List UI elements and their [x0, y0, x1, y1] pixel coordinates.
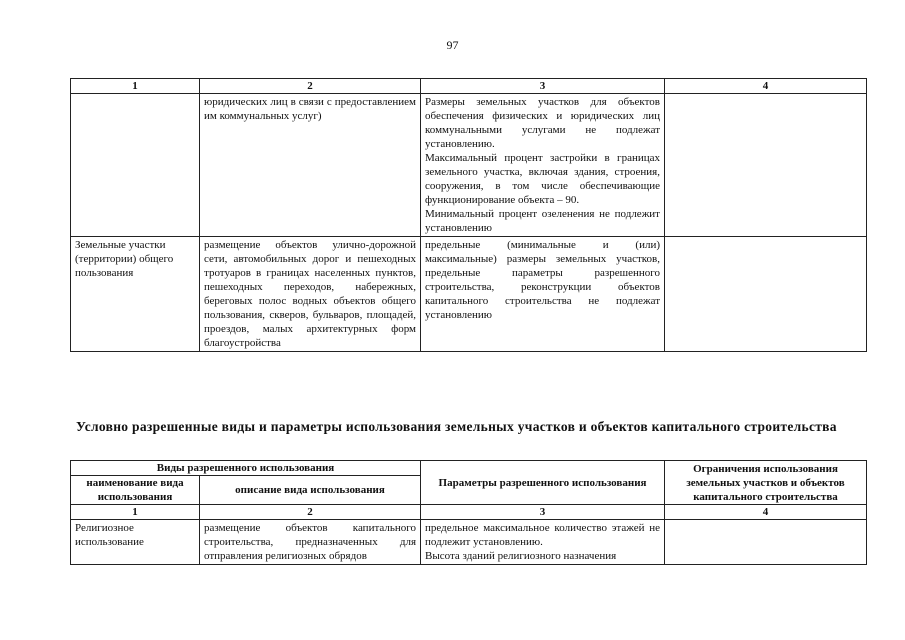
table-row — [71, 237, 867, 352]
restrictions-cell — [665, 520, 867, 565]
header-description: описание вида использования — [200, 476, 421, 505]
header-restrictions: Ограничения использования земельных участков и объектов капитального строительства — [665, 461, 867, 505]
restrictions-cell — [665, 237, 867, 352]
params-paragraph: Минимальный процент озеленения не подлежит установлению — [425, 208, 660, 234]
use-description-cell: размещение объектов капитального строительства, предназначенных для отправления религиозных обрядов — [200, 520, 421, 565]
col-number-1: 1 — [71, 79, 200, 94]
params-paragraph: предельные (минимальные и (или) максимальные) размеры земельных участков, предельные параметры разрешенного строительства, реконструкции объектов капитального строительства не подлежат установлению — [425, 239, 660, 321]
col-number-2: 2 — [200, 505, 421, 520]
col-number-4: 4 — [665, 79, 867, 94]
col-number-2: 2 — [200, 79, 421, 94]
zoning-table-continued — [70, 78, 867, 352]
params-paragraph: Максимальный процент застройки в границах земельного участка, включая здания, строения, сооружения, в том числе обеспечивающие функционирование объекта – 90. — [425, 152, 660, 206]
restrictions-cell — [665, 94, 867, 237]
col-number-3: 3 — [421, 79, 665, 94]
params-paragraph: Размеры земельных участков для объектов обеспечения физических и юридических лиц коммунальными услугами не подлежат установлению. — [425, 96, 660, 150]
column-number-row — [71, 79, 867, 94]
table-row — [71, 94, 867, 237]
params-paragraph: Высота зданий религиозного назначения — [425, 550, 617, 562]
header-row — [71, 461, 867, 476]
column-number-row — [71, 505, 867, 520]
use-name-cell — [71, 94, 200, 237]
header-params: Параметры разрешенного использования — [421, 461, 665, 505]
header-name: наименование вида использования — [71, 476, 200, 505]
col-number-4: 4 — [665, 505, 867, 520]
section-heading: Условно разрешенные виды и параметры использования земельных участков и объектов капитального строительства — [76, 419, 837, 434]
table-row — [71, 520, 867, 565]
use-name-cell: Религиозное использование — [71, 520, 200, 565]
page-number: 97 — [446, 38, 459, 52]
params-cell — [421, 520, 665, 565]
params-cell — [421, 237, 665, 352]
use-description-cell: юридических лиц в связи с предоставлением им коммунальных услуг) — [200, 94, 421, 237]
conditional-use-table — [70, 460, 867, 565]
use-name-cell: Земельные участки (территории) общего пользования — [71, 237, 200, 352]
header-group: Виды разрешенного использования — [71, 461, 421, 476]
use-description-cell: размещение объектов улично-дорожной сети, автомобильных дорог и пешеходных тротуаров в границах населенных пунктов, пешеходных переходов, набережных, береговых полос водных объектов общего пользования, скверов, бульваров, площадей, проездов, малых архитектурных форм благоустройства — [200, 237, 421, 352]
col-number-1: 1 — [71, 505, 200, 520]
params-paragraph: предельное максимальное количество этажей не подлежит установлению. — [425, 522, 661, 548]
params-cell — [421, 94, 665, 237]
col-number-3: 3 — [421, 505, 665, 520]
